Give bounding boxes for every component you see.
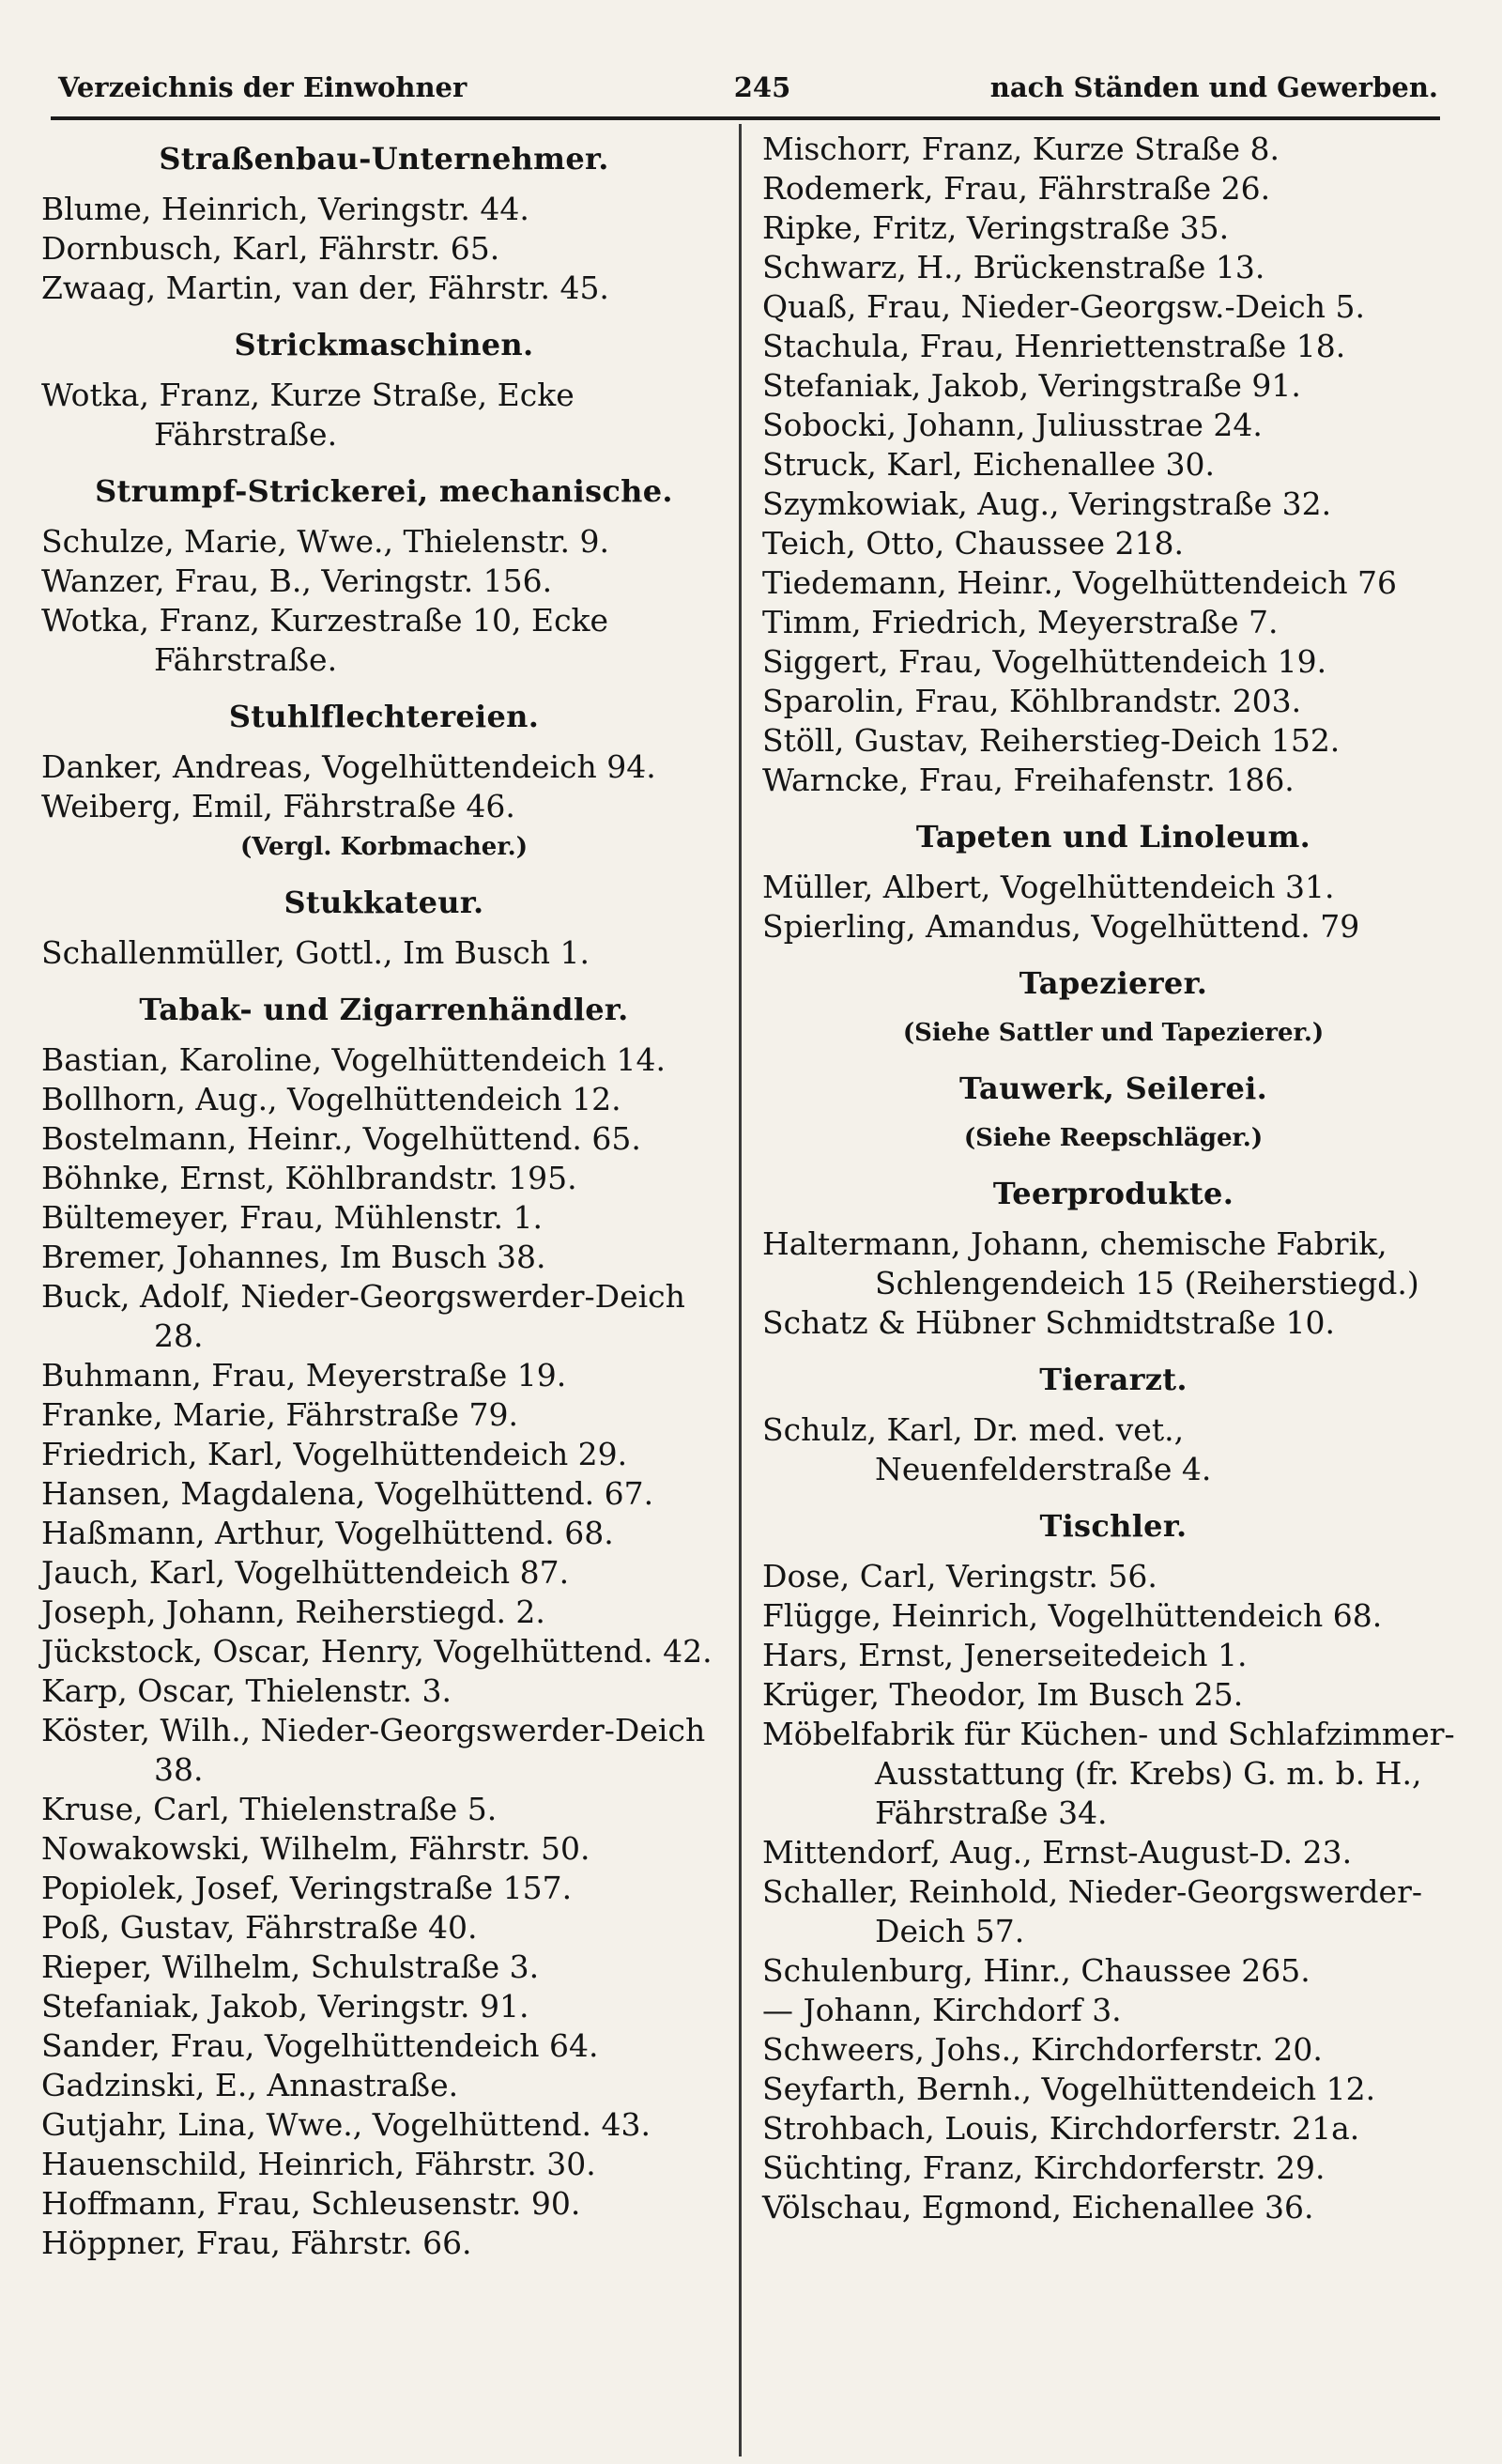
directory-entry: Böhnke, Ernst, Köhlbrandstr. 195.: [41, 1160, 577, 1196]
directory-entry: Schulz, Karl, Dr. med. vet., Neuenfelderstraße 4.: [762, 1411, 1212, 1487]
header-right: nach Ständen und Gewerben.: [989, 71, 1438, 103]
directory-entry: Mittendorf, Aug., Ernst-August-D. 23.: [762, 1834, 1353, 1871]
directory-entry: Stefaniak, Jakob, Veringstr. 91.: [41, 1988, 529, 2025]
directory-entry: Poß, Gustav, Fährstraße 40.: [41, 1909, 478, 1946]
column-divider: [739, 124, 742, 2456]
directory-entry: Möbelfabrik für Küchen- und Schlafzimmer-Ausstattung (fr. Krebs) G. m. b. H., Fährstraße 34.: [762, 1716, 1455, 1831]
directory-entry: Teich, Otto, Chaussee 218.: [762, 525, 1184, 562]
directory-entry: Haßmann, Arthur, Vogelhüttend. 68.: [41, 1515, 614, 1551]
directory-entry: Schulze, Marie, Wwe., Thielenstr. 9.: [41, 523, 610, 560]
directory-section: [41, 990, 727, 2263]
section-heading: Strickmaschinen.: [234, 327, 534, 362]
directory-entry: — Johann, Kirchdorf 3.: [762, 1992, 1122, 2028]
directory-section: [41, 325, 727, 454]
directory-entry: Popiolek, Josef, Veringstraße 157.: [41, 1870, 573, 1906]
directory-entry: Friedrich, Karl, Vogelhüttendeich 29.: [41, 1436, 628, 1472]
directory-entry: Seyfarth, Bernh., Vogelhüttendeich 12.: [762, 2071, 1376, 2107]
directory-entry: Siggert, Frau, Vogelhüttendeich 19.: [762, 643, 1327, 680]
directory-entry: Quaß, Frau, Nieder-Georgsw.-Deich 5.: [762, 288, 1365, 325]
directory-entry: Ripke, Fritz, Veringstraße 35.: [762, 209, 1230, 246]
directory-section: [762, 1069, 1464, 1157]
directory-entry: Hoffmann, Frau, Schleusenstr. 90.: [41, 2185, 581, 2222]
running-header: [58, 68, 1438, 116]
directory-entry: Danker, Andreas, Vogelhüttendeich 94.: [41, 748, 656, 785]
directory-entry: Wanzer, Frau, B., Veringstr. 156.: [41, 562, 553, 599]
directory-entry: Timm, Friedrich, Meyerstraße 7.: [762, 604, 1279, 640]
directory-entry: Tiedemann, Heinr., Vogelhüttendeich 76: [762, 564, 1398, 601]
directory-entry: Schallenmüller, Gottl., Im Busch 1.: [41, 934, 590, 971]
directory-entry: Buck, Adolf, Nieder-Georgswerder-Deich 28.: [41, 1278, 685, 1354]
directory-entry: Buhmann, Frau, Meyerstraße 19.: [41, 1357, 567, 1394]
directory-section: [41, 139, 727, 308]
directory-entry: Köster, Wilh., Nieder-Georgswerder-Deich 38.: [41, 1712, 706, 1788]
directory-section: [762, 817, 1464, 947]
section-heading: Tabak- und Zigarrenhändler.: [139, 992, 629, 1027]
directory-entry: Sparolin, Frau, Köhlbrandstr. 203.: [762, 683, 1302, 719]
directory-entry: Hansen, Magdalena, Vogelhüttend. 67.: [41, 1475, 654, 1512]
section-heading: Tapezierer.: [1019, 965, 1208, 1001]
directory-entry: Blume, Heinrich, Veringstr. 44.: [41, 191, 529, 227]
cross-reference-note: (Vergl. Korbmacher.): [239, 833, 529, 861]
directory-entry: Mischorr, Franz, Kurze Straße 8.: [762, 131, 1280, 167]
left-column: [41, 130, 727, 2263]
section-heading: Stukkateur.: [284, 885, 484, 920]
directory-entry: Szymkowiak, Aug., Veringstraße 32.: [762, 485, 1332, 522]
directory-section: [41, 471, 727, 680]
directory-entry: Zwaag, Martin, van der, Fährstr. 45.: [41, 270, 609, 306]
directory-entry: Bastian, Karoline, Vogelhüttendeich 14.: [41, 1041, 667, 1078]
directory-entry: Schulenburg, Hinr., Chaussee 265.: [762, 1952, 1310, 1989]
section-heading: Tauwerk, Seilerei.: [958, 1070, 1268, 1106]
header-left: Verzeichnis der Einwohner: [58, 71, 467, 103]
right-column: [762, 130, 1464, 2227]
directory-entry: Süchting, Franz, Kirchdorferstr. 29.: [762, 2149, 1326, 2186]
directory-entry: Schatz & Hübner Schmidtstraße 10.: [762, 1304, 1335, 1341]
section-heading: Strumpf-Strickerei, mechanische.: [95, 473, 673, 509]
directory-section: [762, 1506, 1464, 2227]
directory-entry: Höppner, Frau, Fährstr. 66.: [41, 2225, 472, 2261]
directory-entry: Haltermann, Johann, chemische Fabrik, Schlengendeich 15 (Reiherstiegd.): [762, 1225, 1419, 1301]
directory-entry: Kruse, Carl, Thielenstraße 5.: [41, 1791, 498, 1827]
section-heading: Tierarzt.: [1039, 1362, 1188, 1397]
directory-entry: Stachula, Frau, Henriettenstraße 18.: [762, 328, 1346, 364]
directory-entry: Joseph, Johann, Reiherstiegd. 2.: [41, 1594, 545, 1630]
directory-entry: Hars, Ernst, Jenerseitedeich 1.: [762, 1637, 1248, 1673]
directory-entry: Strohbach, Louis, Kirchdorferstr. 21a.: [762, 2110, 1360, 2147]
directory-entry: Spierling, Amandus, Vogelhüttend. 79: [762, 908, 1360, 945]
header-rule: [51, 116, 1440, 120]
directory-section: [762, 130, 1464, 800]
directory-entry: Sobocki, Johann, Juliusstrae 24.: [762, 407, 1263, 443]
directory-entry: Bollhorn, Aug., Vogelhüttendeich 12.: [41, 1081, 621, 1117]
directory-entry: Rodemerk, Frau, Fährstraße 26.: [762, 170, 1271, 207]
directory-entry: Sander, Frau, Vogelhüttendeich 64.: [41, 2027, 599, 2064]
directory-entry: Franke, Marie, Fährstraße 79.: [41, 1396, 518, 1433]
directory-entry: Bültemeyer, Frau, Mühlenstr. 1.: [41, 1199, 543, 1236]
directory-section: [41, 697, 727, 866]
directory-section: [41, 883, 727, 973]
directory-entry: Bremer, Johannes, Im Busch 38.: [41, 1239, 546, 1275]
directory-entry: Struck, Karl, Eichenallee 30.: [762, 446, 1215, 483]
directory-entry: Müller, Albert, Vogelhüttendeich 31.: [762, 869, 1335, 905]
directory-entry: Völschau, Egmond, Eichenallee 36.: [762, 2189, 1314, 2225]
directory-entry: Gadzinski, E., Annastraße.: [41, 2067, 459, 2103]
section-heading: Straßenbau-Unternehmer.: [159, 141, 609, 177]
directory-entry: Wotka, Franz, Kurze Straße, Ecke Fährstraße.: [41, 377, 575, 453]
directory-entry: Weiberg, Emil, Fährstraße 46.: [41, 788, 515, 824]
directory-entry: Stefaniak, Jakob, Veringstraße 91.: [762, 367, 1301, 404]
directory-entry: Warncke, Frau, Freihafenstr. 186.: [762, 762, 1295, 798]
directory-entry: Nowakowski, Wilhelm, Fährstr. 50.: [41, 1830, 590, 1867]
directory-entry: Stöll, Gustav, Reiherstieg-Deich 152.: [762, 722, 1341, 759]
section-heading: Stuhlflechtereien.: [228, 699, 540, 734]
directory-entry: Dose, Carl, Veringstr. 56.: [762, 1558, 1157, 1594]
directory-section: [762, 1174, 1464, 1343]
directory-entry: Schweers, Johs., Kirchdorferstr. 20.: [762, 2031, 1323, 2068]
directory-entry: Flügge, Heinrich, Vogelhüttendeich 68.: [762, 1597, 1383, 1634]
section-heading: Tapeten und Linoleum.: [915, 819, 1311, 855]
directory-entry: Schwarz, H., Brückenstraße 13.: [762, 249, 1265, 285]
directory-entry: Karp, Oscar, Thielenstr. 3.: [41, 1672, 452, 1709]
directory-entry: Bostelmann, Heinr., Vogelhüttend. 65.: [41, 1120, 641, 1157]
page-number: 245: [733, 71, 791, 103]
directory-entry: Gutjahr, Lina, Wwe., Vogelhüttend. 43.: [41, 2106, 651, 2143]
directory-entry: Rieper, Wilhelm, Schulstraße 3.: [41, 1948, 540, 1985]
directory-entry: Jückstock, Oscar, Henry, Vogelhüttend. 42.: [41, 1633, 713, 1670]
directory-entry: Krüger, Theodor, Im Busch 25.: [762, 1676, 1244, 1713]
section-heading: Tischler.: [1039, 1508, 1188, 1544]
cross-reference-note: (Siehe Sattler und Tapezierer.): [902, 1019, 1325, 1047]
directory-entry: Hauenschild, Heinrich, Fährstr. 30.: [41, 2146, 596, 2182]
directory-section: [762, 963, 1464, 1052]
cross-reference-note: (Siehe Reepschläger.): [963, 1124, 1264, 1152]
directory-entry: Dornbusch, Karl, Fährstr. 65.: [41, 230, 500, 267]
directory-entry: Wotka, Franz, Kurzestraße 10, Ecke Fährstraße.: [41, 602, 609, 678]
section-heading: Teerprodukte.: [992, 1176, 1234, 1211]
directory-section: [762, 1360, 1464, 1489]
directory-entry: Schaller, Reinhold, Nieder-Georgswerder-Deich 57.: [762, 1873, 1423, 1949]
directory-entry: Jauch, Karl, Vogelhüttendeich 87.: [41, 1554, 570, 1591]
